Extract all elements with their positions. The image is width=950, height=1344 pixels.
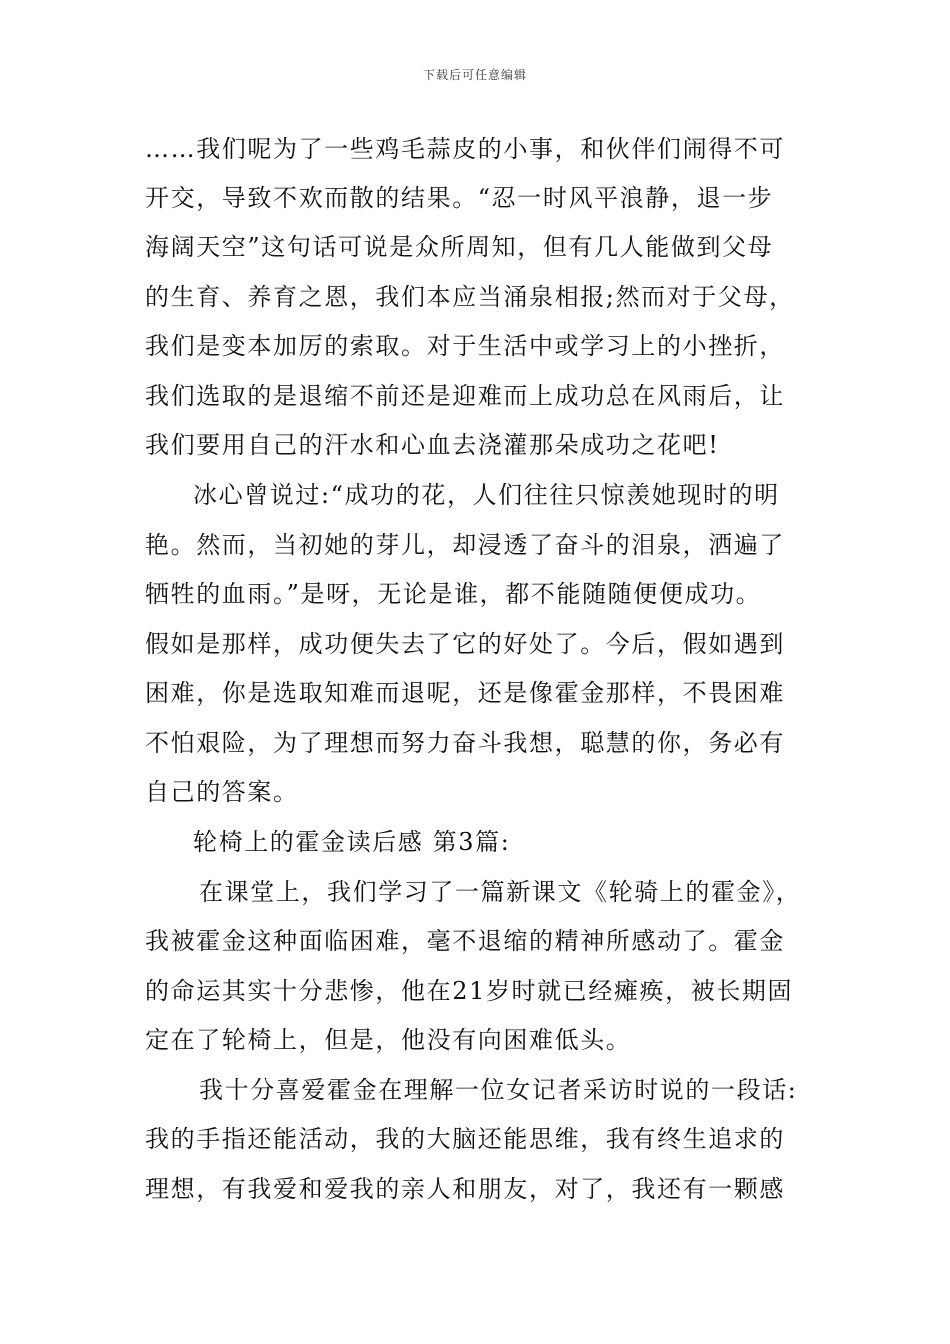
paragraph-line: 定在了轮椅上，但是，他没有向困难低头。 (145, 1026, 632, 1054)
paragraph-line: 我被霍金这种面临困难，毫不退缩的精神所感动了。霍金 (145, 927, 785, 955)
paragraph-line: 牺牲的血雨。”是呀，无论是谁，都不能随随便便成功。 (145, 580, 762, 608)
section-heading: 轮椅上的霍金读后感 第3篇: (193, 828, 511, 856)
paragraph-line: 的生育、养育之恩，我们本应当涌泉相报;然而对于父母， (145, 283, 795, 311)
paragraph-line: 冰心曾说过:“成功的花，人们往往只惊羡她现时的明 (193, 481, 780, 509)
paragraph-line: 困难，你是选取知难而退呢，还是像霍金那样，不畏困难 (145, 679, 785, 707)
paragraph-line: 海阔天空”这句话可说是众所周知，但有几人能做到父母 (145, 233, 774, 261)
paragraph-line: 在课堂上，我们学习了一篇新课文《轮骑上的霍金》， (199, 878, 802, 906)
paragraph-line: 我们是变本加厉的索取。对于生活中或学习上的小挫折， (145, 332, 785, 360)
paragraph-line: 自己的答案。 (145, 778, 299, 806)
paragraph-line: 我的手指还能活动，我的大脑还能思维，我有终生追求的 (145, 1125, 785, 1153)
paragraph-line: 开交，导致不欢而散的结果。“忍一时风平浪静，退一步 (145, 184, 774, 212)
paragraph-line: 我十分喜爱霍金在理解一位女记者采访时说的一段话: (199, 1076, 798, 1104)
paragraph-line: 的命运其实十分悲惨，他在21岁时就已经瘫痪，被长期固 (145, 977, 794, 1005)
paragraph-line: 我们选取的是退缩不前还是迎难而上成功总在风雨后，让 (145, 382, 785, 410)
page-header: 下载后可任意编辑 (422, 68, 527, 82)
paragraph-line: 不怕艰险，为了理想而努力奋斗我想，聪慧的你，务必有 (145, 729, 785, 757)
paragraph-line: 理想，有我爱和爱我的亲人和朋友，对了，我还有一颗感 (145, 1175, 785, 1203)
paragraph-line: 艳。然而，当初她的芽儿，却浸透了奋斗的泪泉，洒遍了 (145, 531, 785, 559)
paragraph-line: 假如是那样，成功便失去了它的好处了。今后，假如遇到 (145, 630, 785, 658)
paragraph-line: ……我们呢为了一些鸡毛蒜皮的小事，和伙伴们闹得不可 (145, 135, 785, 163)
paragraph-line: 我们要用自己的汗水和心血去浇灌那朵成功之花吧! (145, 431, 720, 459)
